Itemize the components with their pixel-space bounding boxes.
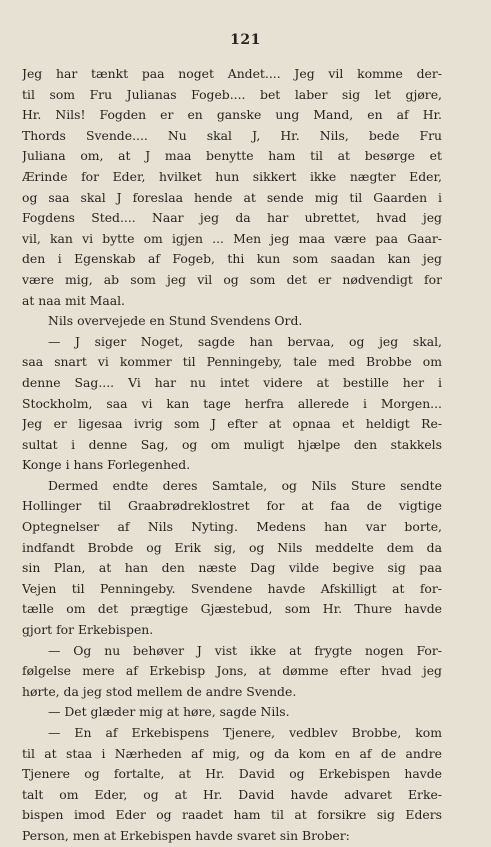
text-line: Jeg er ligesaa ivrig som J efter at opnaa et heldigt Re- xyxy=(22,416,442,432)
text-line: til at staa i Nærheden af mig, og da kom en af de andre xyxy=(22,745,442,761)
text-line: — Og nu behøver J vist ikke at frygte nogen For- xyxy=(48,642,442,658)
text-body xyxy=(22,64,442,847)
text-line: talt om Eder, og at Hr. David havde advaret Erke- xyxy=(22,786,442,802)
text-line: Vejen til Penningeby. Svendene havde Afskilligt at for- xyxy=(22,580,442,596)
text-line: at naa mit Maal. xyxy=(22,292,125,308)
text-line: — Det glæder mig at høre, sagde Nils. xyxy=(48,704,290,720)
text-line: og saa skal J foreslaa hende at sende mig til Gaarden i xyxy=(22,189,442,205)
text-line: Hr. Nils! Fogden er en ganske ung Mand, en af Hr. xyxy=(22,107,442,123)
text-line: den i Egenskab af Fogeb, thi kun som saadan kan jeg xyxy=(22,251,442,267)
text-line: gjort for Erkebispen. xyxy=(22,622,154,638)
text-line: Hollinger til Graabrødreklostret for at faa de vigtige xyxy=(22,498,442,514)
text-line: Konge i hans Forlegenhed. xyxy=(22,457,191,473)
page-number: 121 xyxy=(230,32,261,48)
text-line: Fogdens Sted.... Naar jeg da har ubrettet, hvad jeg xyxy=(22,210,442,226)
text-line: Stockholm, saa vi kan tage herfra allerede i Morgen... xyxy=(22,395,442,411)
text-line: sultat i denne Sag, og om muligt hjælpe den stakkels xyxy=(22,436,442,452)
text-line: Person, men at Erkebispen havde svaret sin Brober: xyxy=(22,827,350,843)
text-line: til som Fru Julianas Fogeb.... bet laber sig let gjøre, xyxy=(22,86,442,102)
text-line: Nils overvejede en Stund Svendens Ord. xyxy=(48,313,303,329)
text-line: Optegnelser af Nils Nyting. Medens han var borte, xyxy=(22,519,442,535)
text-line: sin Plan, at han den næste Dag vilde begive sig paa xyxy=(22,560,442,576)
text-line: Tjenere og fortalte, at Hr. David og Erkebispen havde xyxy=(22,766,442,782)
text-line: følgelse mere af Erkebisp Jons, at dømme efter hvad jeg xyxy=(22,663,442,679)
text-line: Juliana om, at J maa benytte ham til at besørge et xyxy=(22,148,442,164)
text-line: saa snart vi kommer til Penningeby, tale med Brobbe om xyxy=(22,354,442,370)
text-line: tælle om det prægtige Gjæstebud, som Hr. Thure havde xyxy=(22,601,442,617)
text-line: være mig, ab som jeg vil og som det er nødvendigt for xyxy=(22,271,442,287)
text-line: denne Sag.... Vi har nu intet videre at bestille her i xyxy=(22,374,442,390)
text-line: — J siger Noget, sagde han bervaa, og jeg skal, xyxy=(48,333,442,349)
text-line: indfandt Brobde og Erik sig, og Nils meddelte dem da xyxy=(22,539,442,555)
text-line: Thords Svende.... Nu skal J, Hr. Nils, bede Fru xyxy=(22,127,442,143)
text-line: hørte, da jeg stod mellem de andre Svende. xyxy=(22,683,297,699)
text-line: — En af Erkebispens Tjenere, vedblev Brobbe, kom xyxy=(48,725,442,740)
text-line: Jeg har tænkt paa noget Andet.... Jeg vil komme der- xyxy=(22,66,442,81)
text-line: Ærinde for Eder, hvilket hun sikkert ikke nægter Eder, xyxy=(22,168,442,184)
text-line: vil, kan vi bytte om igjen ... Men jeg maa være paa Gaar- xyxy=(22,230,442,246)
text-line: Dermed endte deres Samtale, og Nils Sture sendte xyxy=(48,477,442,493)
text-line: bispen imod Eder og raadet ham til at forsikre sig Eders xyxy=(22,807,442,823)
